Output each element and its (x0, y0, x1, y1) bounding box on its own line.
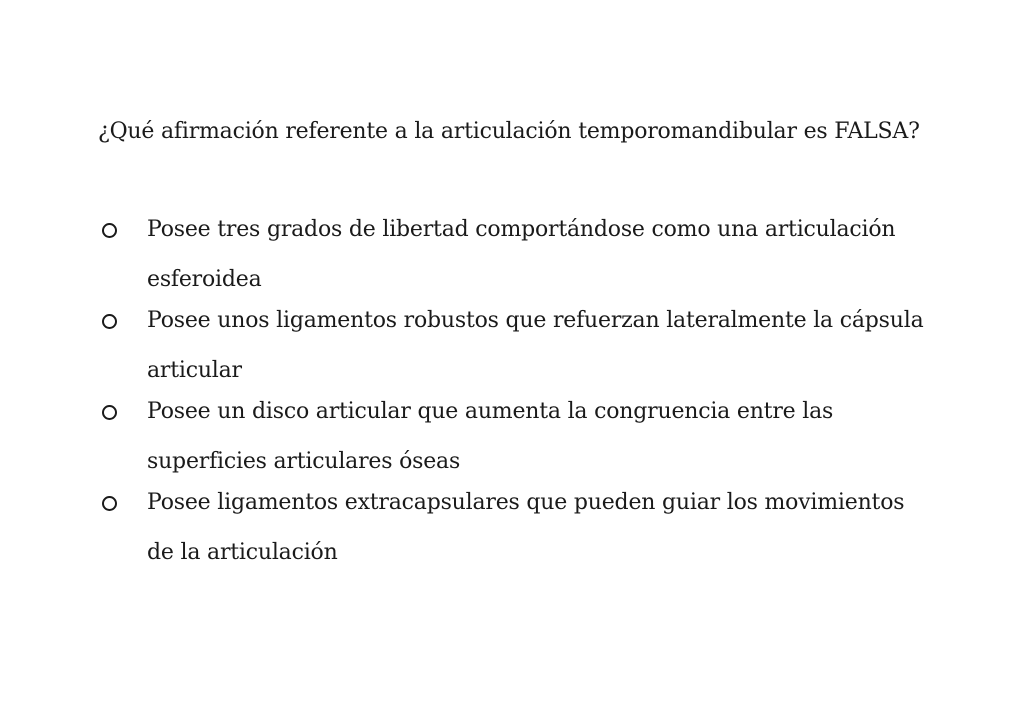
answer-option-3[interactable] (98, 396, 928, 487)
answer-option-label: Posee tres grados de libertad comportándose como una articulación esferoidea (147, 217, 896, 292)
radio-button-icon[interactable] (102, 496, 117, 511)
answer-option-label: Posee ligamentos extracapsulares que pueden guiar los movimientos de la articulación (147, 490, 905, 565)
answer-options (98, 214, 928, 578)
question-text: ¿Qué afirmación referente a la articulación temporomandibular es FALSA? (98, 119, 920, 144)
answer-option-4[interactable] (98, 487, 928, 578)
radio-button-icon[interactable] (102, 314, 117, 329)
answer-option-label: Posee unos ligamentos robustos que refuerzan lateralmente la cápsula articular (147, 308, 924, 383)
radio-button-icon[interactable] (102, 405, 117, 420)
answer-option-1[interactable] (98, 214, 928, 305)
answer-option-label: Posee un disco articular que aumenta la congruencia entre las superficies articulares óseas (147, 399, 834, 474)
radio-button-icon[interactable] (102, 223, 117, 238)
answer-option-2[interactable] (98, 305, 928, 396)
